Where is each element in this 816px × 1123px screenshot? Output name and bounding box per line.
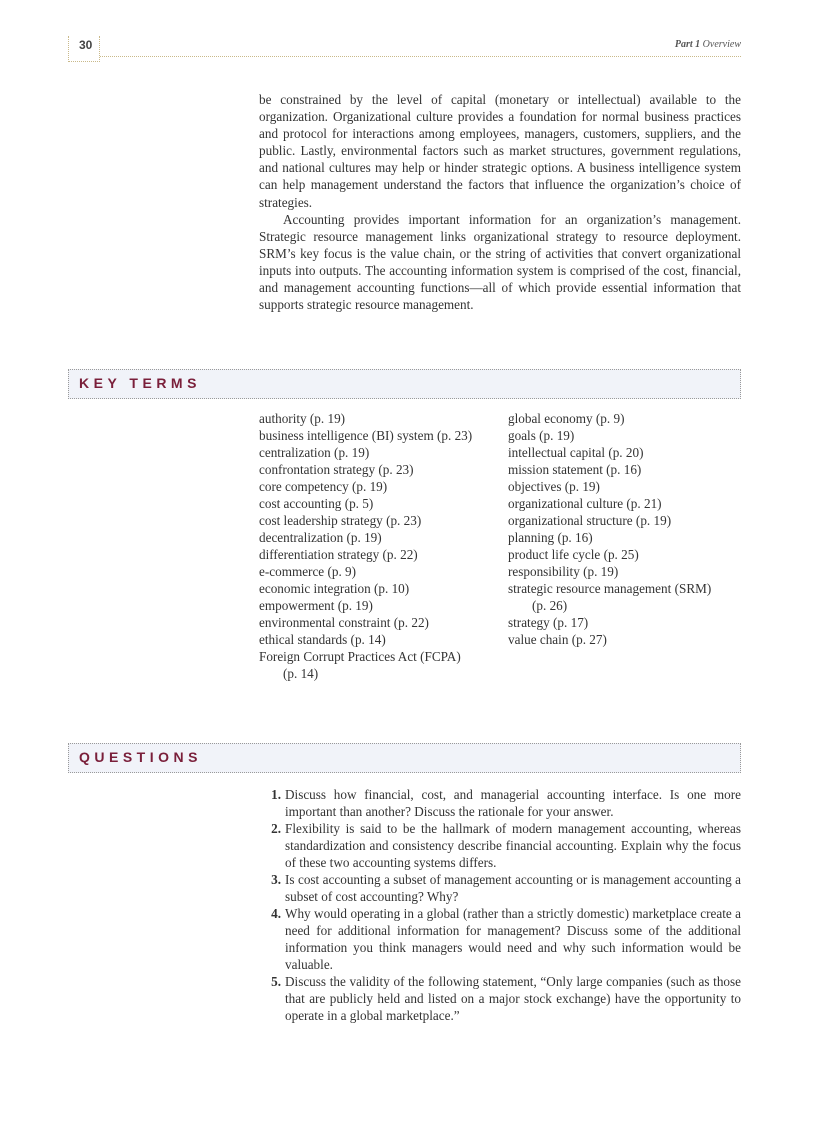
term-item: confrontation strategy (p. 23)	[259, 462, 414, 477]
question-number: 4.	[271, 906, 281, 921]
term-item: value chain (p. 27)	[508, 632, 607, 647]
part-name: Overview	[702, 39, 741, 50]
questions-header	[68, 743, 741, 773]
running-head	[675, 39, 741, 50]
key-terms-right-column	[508, 410, 711, 648]
question-item	[259, 973, 741, 1024]
question-item	[259, 871, 741, 905]
question-item	[259, 820, 741, 871]
term-item: ethical standards (p. 14)	[259, 632, 386, 647]
term-item: Foreign Corrupt Practices Act (FCPA)	[259, 649, 461, 664]
question-text: Discuss the validity of the following statement, “Only large companies (such as those that are publicly held and listed on a major stock exchange) have the opportunity to operate in a global marketplace.”	[285, 974, 741, 1023]
key-terms-left-column	[259, 410, 472, 682]
intro-paragraph-1: be constrained by the level of capital (monetary or intellectual) available to the organization. Organizational culture provides a foundation for normal business practices and protocol for interactions among employees, managers, customers, suppliers, and the public. Lastly, environmental factors such as market structures, government regulations, and national cultures may help or hinder strategic options. A business intelligence system can help management understand the factors that influence the organization’s choice of strategies.	[259, 92, 741, 210]
term-item: product life cycle (p. 25)	[508, 547, 639, 562]
term-item: cost accounting (p. 5)	[259, 496, 374, 511]
term-item: responsibility (p. 19)	[508, 564, 619, 579]
term-item: cost leadership strategy (p. 23)	[259, 513, 422, 528]
term-item: organizational culture (p. 21)	[508, 496, 662, 511]
question-item	[259, 786, 741, 820]
term-item: centralization (p. 19)	[259, 445, 370, 460]
intro-text	[259, 91, 741, 313]
question-text: Flexibility is said to be the hallmark of modern management accounting, whereas standardization and consistency describe financial accounting. Explain why the focus of these two accounting systems differs.	[285, 821, 741, 870]
term-item: mission statement (p. 16)	[508, 462, 642, 477]
term-item-continuation: (p. 14)	[283, 666, 319, 681]
term-item: economic integration (p. 10)	[259, 581, 410, 596]
term-item: strategy (p. 17)	[508, 615, 589, 630]
term-item: core competency (p. 19)	[259, 479, 388, 494]
part-label: Part 1	[674, 39, 701, 50]
term-item: environmental constraint (p. 22)	[259, 615, 429, 630]
term-item: strategic resource management (SRM)	[508, 581, 712, 596]
questions-title: QUESTIONS	[79, 749, 202, 765]
term-item: goals (p. 19)	[508, 428, 575, 443]
key-terms-title: KEY TERMS	[79, 375, 201, 391]
term-item: objectives (p. 19)	[508, 479, 600, 494]
term-item: differentiation strategy (p. 22)	[259, 547, 418, 562]
term-item: organizational structure (p. 19)	[508, 513, 672, 528]
question-number: 3.	[271, 872, 281, 887]
question-text: Is cost accounting a subset of management accounting or is management accounting a subset of cost accounting? Why?	[285, 872, 741, 904]
page-number: 30	[68, 36, 100, 62]
term-item: authority (p. 19)	[259, 411, 346, 426]
question-text: Why would operating in a global (rather than a strictly domestic) marketplace create a need for additional information for management? Discuss some of the additional information you think managers would need and why such information would be valuable.	[285, 906, 741, 972]
term-item: empowerment (p. 19)	[259, 598, 373, 613]
term-item-continuation: (p. 26)	[532, 598, 568, 613]
question-number: 2.	[271, 821, 281, 836]
question-item	[259, 905, 741, 973]
key-terms-header	[68, 369, 741, 399]
term-item: intellectual capital (p. 20)	[508, 445, 644, 460]
term-item: planning (p. 16)	[508, 530, 593, 545]
term-item: business intelligence (BI) system (p. 23)	[259, 428, 473, 443]
term-item: decentralization (p. 19)	[259, 530, 382, 545]
term-item: e-commerce (p. 9)	[259, 564, 357, 579]
term-item: global economy (p. 9)	[508, 411, 625, 426]
question-number: 1.	[271, 787, 281, 802]
question-text: Discuss how financial, cost, and managerial accounting interface. Is one more important than another? Discuss the rationale for your answer.	[285, 787, 741, 819]
header-rule	[100, 56, 741, 57]
question-number: 5.	[271, 974, 281, 989]
intro-paragraph-2: Accounting provides important information for an organization’s management. Strategic resource management links organizational strategy to resource deployment. SRM’s key focus is the value chain, or the string of activities that convert organizational inputs into outputs. The accounting information system is comprised of the cost, financial, and management accounting functions—all of which provide essential information that supports strategic resource management.	[259, 211, 741, 313]
questions-list	[259, 786, 741, 1024]
